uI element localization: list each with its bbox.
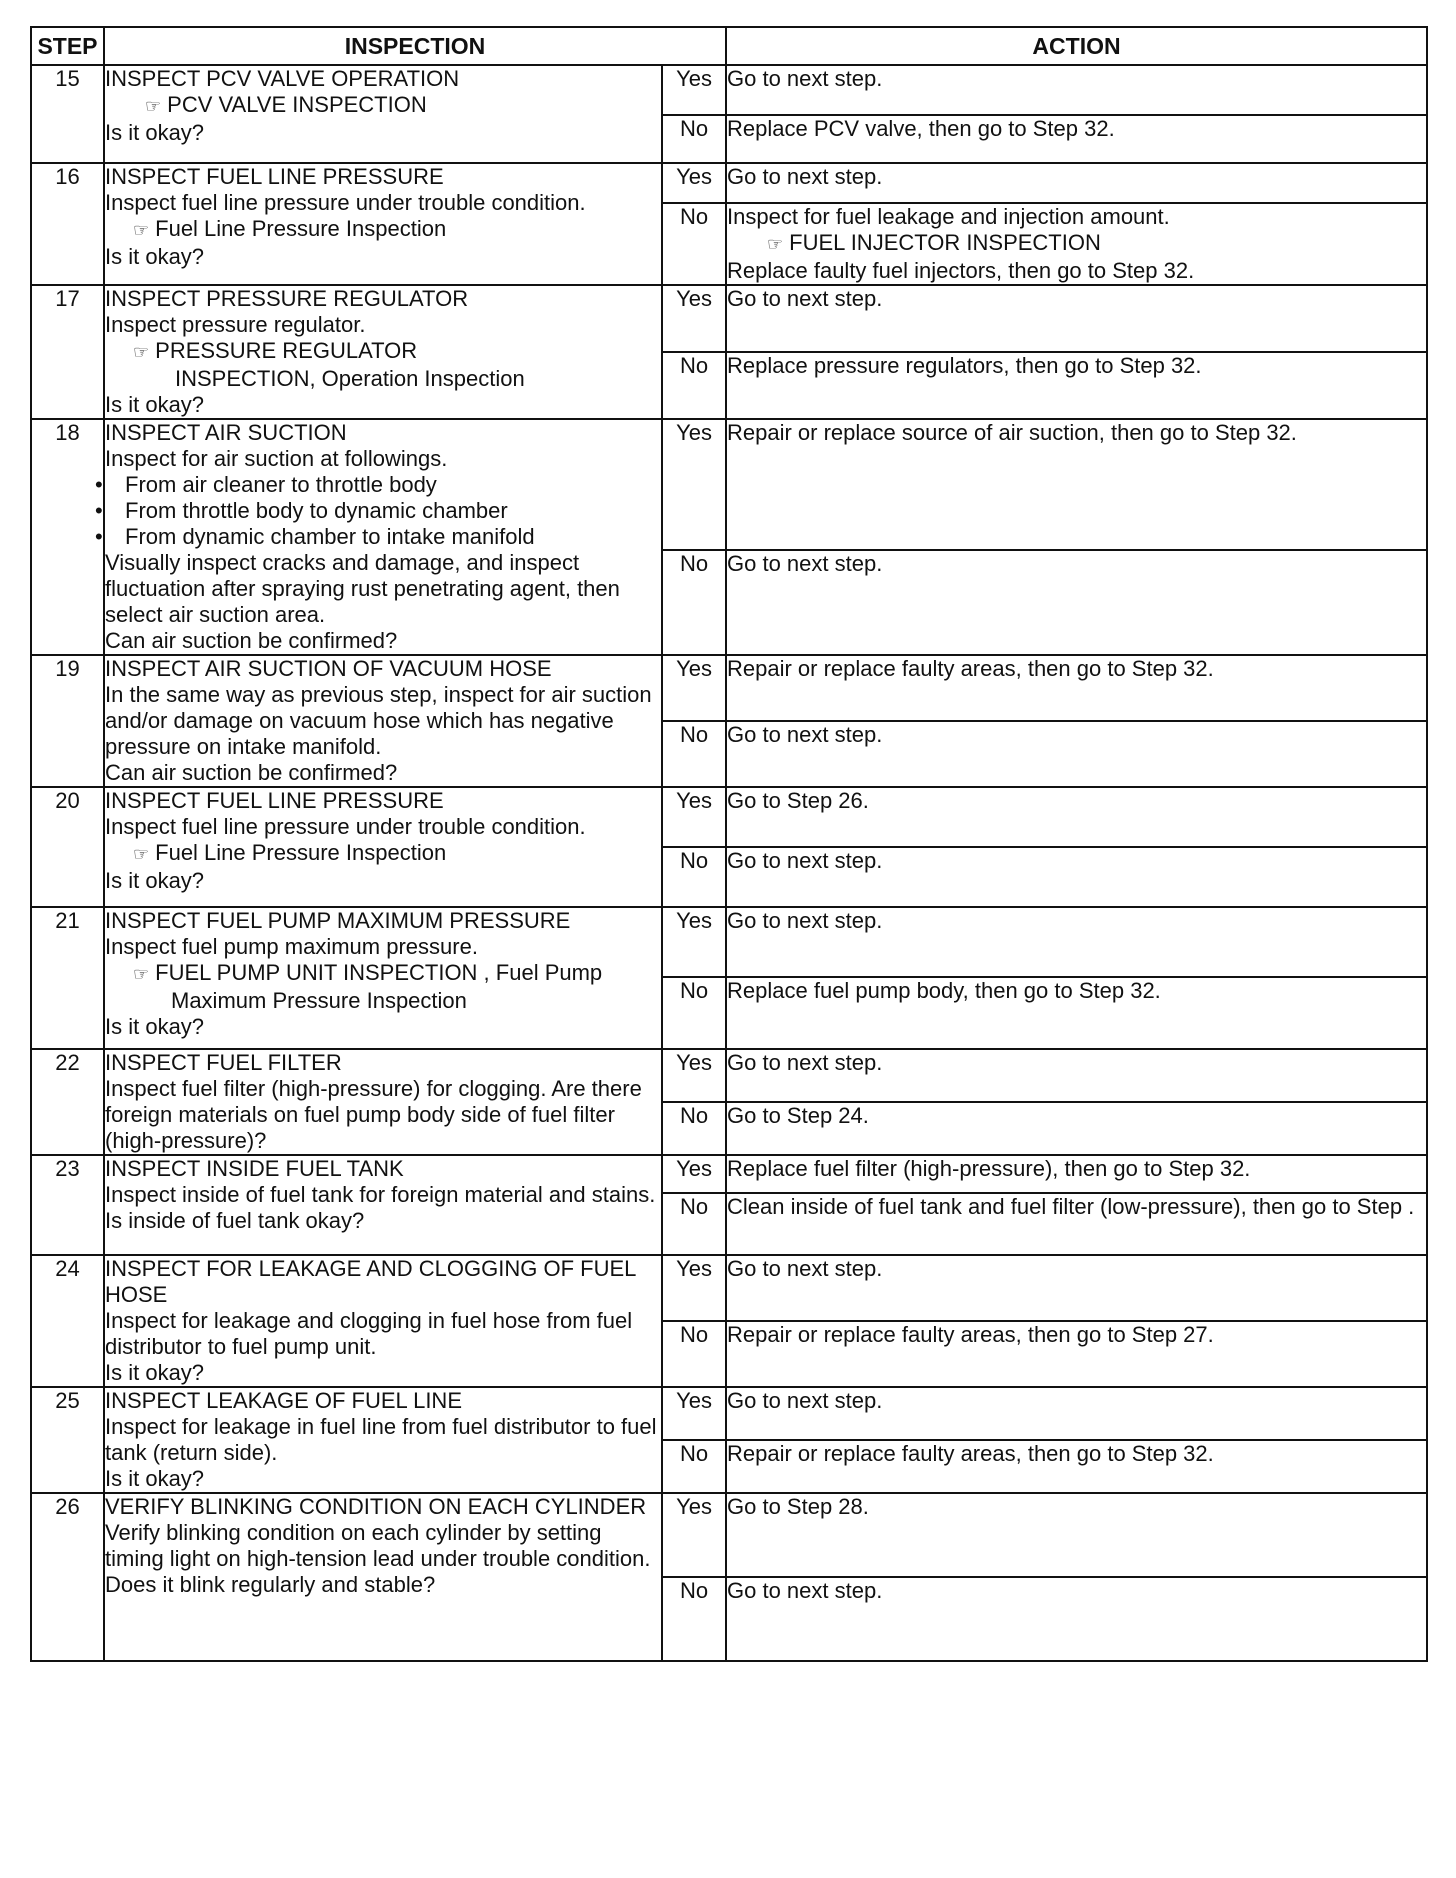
yes-label: Yes [662, 1255, 726, 1321]
inspection-question: Is it okay? [105, 244, 205, 269]
step-row-yes [31, 1049, 1427, 1102]
yes-label: Yes [662, 285, 726, 352]
no-label: No [662, 203, 726, 285]
no-action: Repair or replace faulty areas, then go to Step 27. [726, 1321, 1427, 1387]
step-number: 24 [31, 1255, 104, 1387]
yes-action: Go to next step. [726, 163, 1427, 203]
inspection-text: Inspect fuel pump maximum pressure. [105, 934, 478, 959]
step-row-yes [31, 1255, 1427, 1321]
step-number: 25 [31, 1387, 104, 1493]
inspection-cell [104, 1387, 662, 1493]
inspection-question: Is it okay? [105, 1466, 205, 1491]
step-row-yes [31, 1387, 1427, 1440]
no-action: Replace PCV valve, then go to Step 32. [726, 115, 1427, 163]
inspection-question: Is it okay? [105, 392, 205, 417]
inspection-question: Is it okay? [105, 1014, 205, 1039]
bullet-item: • From throttle body to dynamic chamber [105, 498, 661, 524]
no-action: Clean inside of fuel tank and fuel filter (low-pressure), then go to Step . [726, 1193, 1427, 1255]
reference-line: ☞ PRESSURE REGULATOR [105, 338, 661, 366]
no-label: No [662, 1102, 726, 1155]
inspection-question: Can air suction be confirmed? [105, 760, 398, 785]
reference-pointer-icon: ☞ [133, 844, 150, 865]
step-number: 23 [31, 1155, 104, 1255]
no-action: Go to next step. [726, 721, 1427, 787]
inspection-title: INSPECT AIR SUCTION OF VACUUM HOSE [105, 656, 552, 681]
reference-line: ☞ FUEL PUMP UNIT INSPECTION , Fuel Pump [105, 960, 661, 988]
no-action: Replace pressure regulators, then go to Step 32. [726, 352, 1427, 419]
no-label: No [662, 977, 726, 1049]
reference-line: ☞ PCV VALVE INSPECTION [105, 92, 661, 120]
reference-line-continued: Maximum Pressure Inspection [171, 988, 467, 1013]
yes-action: Go to Step 28. [726, 1493, 1427, 1577]
inspection-text: Verify blinking condition on each cylinder by setting timing light on high-tension lead under trouble condition. [105, 1520, 651, 1571]
no-label: No [662, 550, 726, 655]
inspection-cell [104, 1155, 662, 1255]
reference-pointer-icon: ☞ [145, 96, 162, 117]
inspection-cell [104, 787, 662, 907]
yes-label: Yes [662, 1387, 726, 1440]
inspection-cell [104, 419, 662, 655]
yes-action: Go to next step. [726, 65, 1427, 115]
inspection-text: Inspect pressure regulator. [105, 312, 366, 337]
yes-action: Replace fuel filter (high-pressure), then go to Step 32. [726, 1155, 1427, 1193]
no-action-followup: Replace faulty fuel injectors, then go to Step 32. [727, 258, 1195, 283]
table-header-row [31, 27, 1427, 65]
no-label: No [662, 721, 726, 787]
step-row-yes [31, 1493, 1427, 1577]
no-label: No [662, 1440, 726, 1493]
step-row-yes [31, 907, 1427, 977]
inspection-question: Is inside of fuel tank okay? [105, 1208, 365, 1233]
inspection-cell [104, 1255, 662, 1387]
step-row-yes [31, 787, 1427, 847]
yes-label: Yes [662, 1049, 726, 1102]
inspection-cell [104, 655, 662, 787]
inspection-text: Inspect fuel filter (high-pressure) for clogging. Are there foreign materials on fuel pump body side of fuel filter (high-pressure)? [105, 1076, 642, 1153]
yes-label: Yes [662, 65, 726, 115]
inspection-title: INSPECT FUEL PUMP MAXIMUM PRESSURE [105, 908, 571, 933]
reference-line: ☞ Fuel Line Pressure Inspection [105, 840, 661, 868]
yes-label: Yes [662, 1155, 726, 1193]
inspection-title: INSPECT PCV VALVE OPERATION [105, 66, 460, 91]
reference-line: ☞ Fuel Line Pressure Inspection [105, 216, 661, 244]
no-action: Go to next step. [726, 847, 1427, 907]
step-row-yes [31, 285, 1427, 352]
inspection-question: Is it okay? [105, 1360, 205, 1385]
inspection-cell [104, 907, 662, 1049]
step-row-yes [31, 65, 1427, 115]
no-label: No [662, 115, 726, 163]
inspection-cell [104, 1049, 662, 1155]
inspection-cell [104, 285, 662, 419]
header-inspection: INSPECTION [104, 27, 726, 65]
step-number: 19 [31, 655, 104, 787]
yes-label: Yes [662, 787, 726, 847]
step-row-yes [31, 655, 1427, 721]
yes-action: Go to next step. [726, 1255, 1427, 1321]
inspection-question: Is it okay? [105, 868, 205, 893]
inspection-cell [104, 1493, 662, 1661]
inspection-text: Inspect fuel line pressure under trouble condition. [105, 814, 586, 839]
reference-pointer-icon: ☞ [133, 220, 150, 241]
step-row-yes [31, 1155, 1427, 1193]
inspection-title: INSPECT FUEL FILTER [105, 1050, 342, 1075]
yes-label: Yes [662, 419, 726, 550]
step-number: 17 [31, 285, 104, 419]
reference-pointer-icon: ☞ [767, 234, 784, 255]
inspection-title: VERIFY BLINKING CONDITION ON EACH CYLINDER [105, 1494, 647, 1519]
inspection-question: Can air suction be confirmed? [105, 628, 398, 653]
no-label: No [662, 1321, 726, 1387]
inspection-text: Inspect inside of fuel tank for foreign material and stains. [105, 1182, 656, 1207]
inspection-text: Inspect for leakage in fuel line from fuel distributor to fuel tank (return side). [105, 1414, 657, 1465]
bullet-item: • From air cleaner to throttle body [105, 472, 661, 498]
no-label: No [662, 352, 726, 419]
inspection-text-2: Visually inspect cracks and damage, and inspect fluctuation after spraying rust penetrating agent, then select air suction area. [105, 550, 620, 627]
step-number: 21 [31, 907, 104, 1049]
yes-action: Go to next step. [726, 907, 1427, 977]
header-step: STEP [31, 27, 104, 65]
step-number: 20 [31, 787, 104, 907]
yes-action: Go to next step. [726, 285, 1427, 352]
inspection-cell [104, 163, 662, 285]
inspection-question: Is it okay? [105, 120, 205, 145]
no-label: No [662, 847, 726, 907]
no-action-cell [726, 203, 1427, 285]
step-number: 22 [31, 1049, 104, 1155]
step-row-yes [31, 163, 1427, 203]
inspection-text: In the same way as previous step, inspect for air suction and/or damage on vacuum hose which has negative pressure on intake manifold. [105, 682, 652, 759]
inspection-question: Does it blink regularly and stable? [105, 1572, 436, 1597]
no-action: Repair or replace faulty areas, then go to Step 32. [726, 1440, 1427, 1493]
inspection-text: Inspect for air suction at followings. [105, 446, 448, 471]
inspection-cell [104, 65, 662, 163]
step-row-yes [31, 419, 1427, 550]
step-number: 16 [31, 163, 104, 285]
yes-action: Go to Step 26. [726, 787, 1427, 847]
step-number: 26 [31, 1493, 104, 1661]
inspection-text: Inspect fuel line pressure under trouble condition. [105, 190, 586, 215]
bullet-item: • From dynamic chamber to intake manifold [105, 524, 661, 550]
yes-label: Yes [662, 1493, 726, 1577]
no-action: Go to next step. [726, 1577, 1427, 1661]
yes-action: Go to next step. [726, 1049, 1427, 1102]
yes-action: Repair or replace source of air suction, then go to Step 32. [726, 419, 1427, 550]
reference-line: ☞ FUEL INJECTOR INSPECTION [727, 230, 1426, 258]
reference-pointer-icon: ☞ [133, 342, 150, 363]
no-action: Inspect for fuel leakage and injection amount. [727, 204, 1170, 229]
yes-label: Yes [662, 907, 726, 977]
no-action: Go to next step. [726, 550, 1427, 655]
yes-label: Yes [662, 163, 726, 203]
inspection-title: INSPECT LEAKAGE OF FUEL LINE [105, 1388, 462, 1413]
no-label: No [662, 1193, 726, 1255]
no-action: Go to Step 24. [726, 1102, 1427, 1155]
step-number: 15 [31, 65, 104, 163]
no-action: Replace fuel pump body, then go to Step 32. [726, 977, 1427, 1049]
inspection-title: INSPECT FUEL LINE PRESSURE [105, 164, 444, 189]
reference-pointer-icon: ☞ [133, 964, 150, 985]
inspection-title: INSPECT FUEL LINE PRESSURE [105, 788, 444, 813]
inspection-title: INSPECT PRESSURE REGULATOR [105, 286, 469, 311]
header-action: ACTION [726, 27, 1427, 65]
yes-action: Repair or replace faulty areas, then go to Step 32. [726, 655, 1427, 721]
inspection-text: Inspect for leakage and clogging in fuel hose from fuel distributor to fuel pump unit. [105, 1308, 633, 1359]
diagnostic-table [30, 26, 1428, 1662]
inspection-title: INSPECT INSIDE FUEL TANK [105, 1156, 404, 1181]
yes-action: Go to next step. [726, 1387, 1427, 1440]
reference-line-continued: INSPECTION, Operation Inspection [175, 366, 525, 391]
yes-label: Yes [662, 655, 726, 721]
step-number: 18 [31, 419, 104, 655]
no-label: No [662, 1577, 726, 1661]
inspection-title: INSPECT AIR SUCTION [105, 420, 347, 445]
inspection-title: INSPECT FOR LEAKAGE AND CLOGGING OF FUEL HOSE [105, 1256, 636, 1307]
